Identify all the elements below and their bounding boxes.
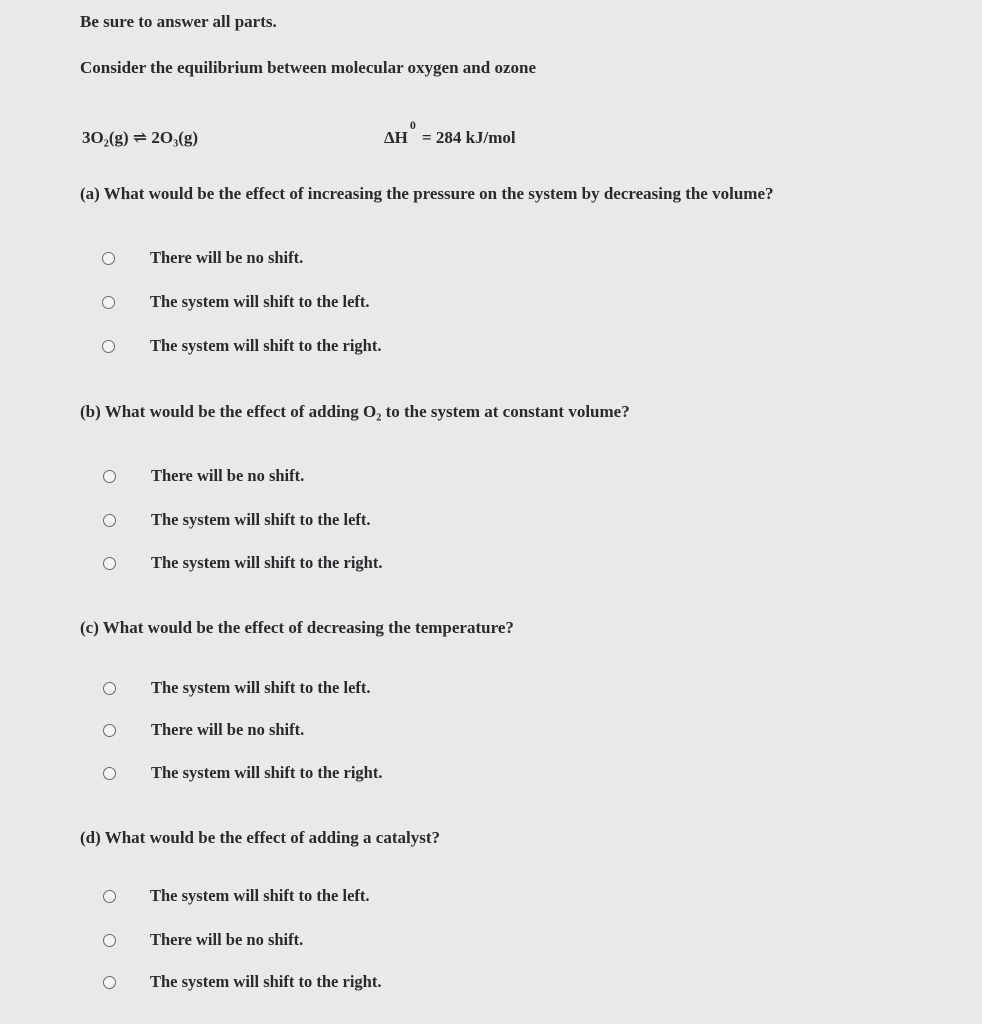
enthalpy-value: = 284 kJ/mol [421, 128, 516, 147]
option-a-3[interactable]: The system will shift to the right. [150, 336, 382, 355]
enthalpy-superscript: 0 [409, 118, 416, 132]
option-b-3[interactable]: The system will shift to the right. [151, 553, 383, 572]
option-c-1[interactable]: The system will shift to the left. [151, 678, 371, 697]
reaction-equation: 3O₂(g) ⇌ 2O₃(g) [82, 128, 199, 147]
radio-b-1[interactable] [103, 470, 116, 483]
option-c-2[interactable]: There will be no shift. [151, 720, 305, 739]
radio-d-2[interactable] [103, 934, 116, 947]
option-d-2[interactable]: There will be no shift. [150, 930, 304, 949]
radio-d-3[interactable] [103, 976, 116, 989]
radio-d-1[interactable] [103, 890, 116, 903]
radio-c-1[interactable] [103, 682, 116, 695]
question-b: (b) What would be the effect of adding O₂ to the system at constant volume? [80, 402, 630, 421]
question-d: (d) What would be the effect of adding a catalyst? [80, 828, 440, 847]
radio-b-3[interactable] [103, 557, 116, 570]
radio-b-2[interactable] [103, 514, 116, 527]
option-a-1[interactable]: There will be no shift. [150, 248, 304, 267]
option-d-1[interactable]: The system will shift to the left. [150, 886, 370, 905]
question-a: (a) What would be the effect of increasing the pressure on the system by decreasing the volume? [80, 184, 774, 203]
option-d-3[interactable]: The system will shift to the right. [150, 972, 382, 991]
radio-a-2[interactable] [102, 296, 115, 309]
radio-a-1[interactable] [102, 252, 115, 265]
option-a-2[interactable]: The system will shift to the left. [150, 292, 370, 311]
instructions-text: Be sure to answer all parts. [80, 12, 277, 31]
question-c: (c) What would be the effect of decreasing the temperature? [80, 618, 514, 637]
radio-c-3[interactable] [103, 767, 116, 780]
option-c-3[interactable]: The system will shift to the right. [151, 763, 383, 782]
radio-a-3[interactable] [102, 340, 115, 353]
problem-prompt: Consider the equilibrium between molecular oxygen and ozone [80, 58, 537, 77]
enthalpy-expression [384, 118, 516, 148]
radio-c-2[interactable] [103, 724, 116, 737]
option-b-1[interactable]: There will be no shift. [151, 466, 305, 485]
option-b-2[interactable]: The system will shift to the left. [151, 510, 371, 529]
enthalpy-symbol: ΔH [384, 128, 408, 147]
